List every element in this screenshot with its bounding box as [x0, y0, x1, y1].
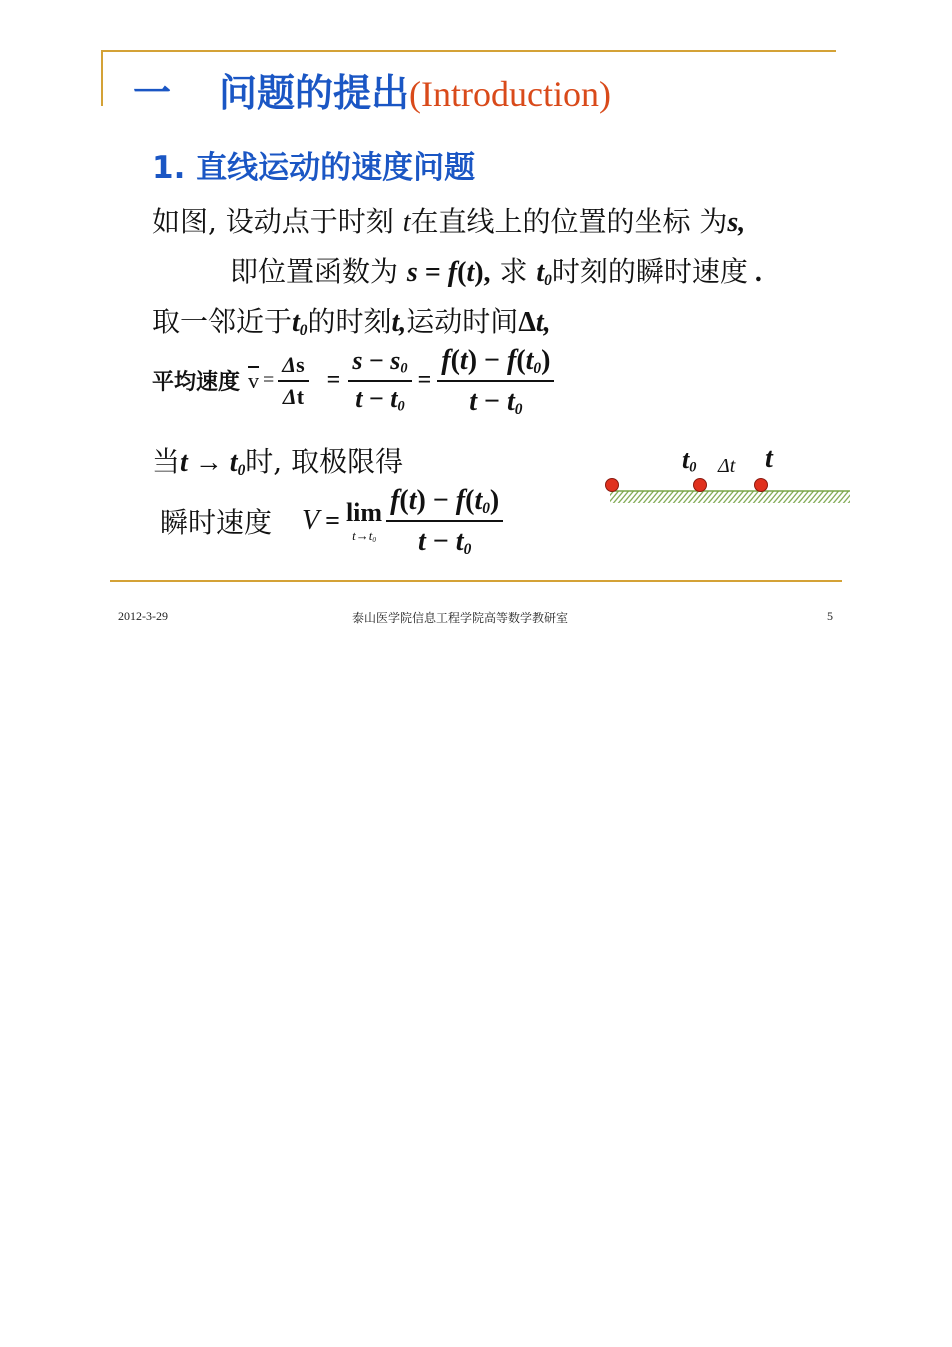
fraction-f-diff: $\frac{f(t) - f(t_0)}{t - t_0}$: [437, 343, 554, 419]
text-line-2: 即位置函数为 s = f(t), 求 $t_0$时刻的瞬时速度 .: [230, 255, 762, 289]
fraction-s-s0: $\frac{s - s_0}{t - t_0}$: [348, 346, 411, 415]
title-number: 一: [133, 71, 172, 115]
lim-operator: lim $t\to t_0$: [345, 497, 383, 544]
top-rule: [101, 50, 836, 52]
inst-velocity-label: 瞬时速度: [160, 505, 273, 539]
line2-suffix: 时刻的瞬时速度: [551, 255, 748, 288]
line-with-points: [600, 475, 852, 509]
diagram-label-t0: $t_0$: [682, 445, 697, 476]
math-position-function: s: [406, 257, 418, 288]
hatched-line: [610, 491, 850, 503]
line5-prefix: 当: [152, 445, 181, 478]
avg-velocity-label: 平均速度: [152, 370, 241, 396]
line1-prefix: 如图, 设动点于时刻: [152, 205, 394, 238]
line3-mid: 的时刻: [307, 305, 392, 338]
math-t: t: [402, 207, 411, 238]
math-t0: $t_0$: [292, 307, 308, 339]
v-bar: $\overline{v}$: [248, 367, 260, 393]
title-english: (Introduction): [409, 74, 611, 114]
section-subtitle: 1. 直线运动的速度问题: [152, 150, 476, 186]
text-line-1: [152, 200, 745, 240]
math-t0: $t_0$: [536, 257, 552, 289]
line3-suffix: 运动时间: [406, 305, 519, 338]
bottom-rule: [110, 580, 842, 582]
line2-mid: 求: [499, 255, 528, 288]
footer-date: 2012-3-29: [118, 609, 168, 623]
math-s: s,: [727, 207, 746, 238]
diagram-label-t: t: [765, 443, 773, 474]
diagram-label-dt: Δt: [718, 455, 736, 477]
slide-title: [133, 62, 611, 122]
point-start: [606, 479, 619, 492]
point-t0: [694, 479, 707, 492]
line5-mid: 时, 取极限得: [245, 445, 404, 478]
motion-diagram: [600, 445, 852, 515]
fraction-limit: $\frac{f(t) - f(t_0)}{t - t_0}$: [386, 483, 503, 559]
footer-page-number: 5: [827, 609, 833, 623]
left-rule: [101, 50, 103, 106]
line2-prefix: 即位置函数为: [230, 255, 399, 288]
text-line-limit: 当$t \to t_0$时, 取极限得: [152, 445, 404, 479]
title-chinese: 问题的提出: [219, 71, 410, 115]
line3-prefix: 取一邻近于: [152, 305, 293, 338]
point-t: [755, 479, 768, 492]
text-line-3: 取一邻近于$t_0$的时刻t,运动时间Δt,: [152, 305, 551, 339]
line1-mid: 在直线上的位置的坐标 为: [410, 205, 728, 238]
fraction-ds-dt: $\frac{\Delta s}{\Delta t}$: [278, 352, 308, 410]
instant-velocity-formula: 瞬时速度 V = lim $t\to t_0$ $\frac{f(t) - f(t_0)}{t - t_0}$: [160, 483, 503, 559]
footer-institution: 泰山医学院信息工程学院高等数学教研室: [352, 611, 569, 625]
average-velocity-formula: 平均速度 $\overline{v}$ = $\frac{\Delta s}{\Delta t}$ = $\frac{s - s_0}{t - t_0}$ = $\frac{f(t) - f(t_0)}{t - t_0}$: [152, 343, 554, 419]
